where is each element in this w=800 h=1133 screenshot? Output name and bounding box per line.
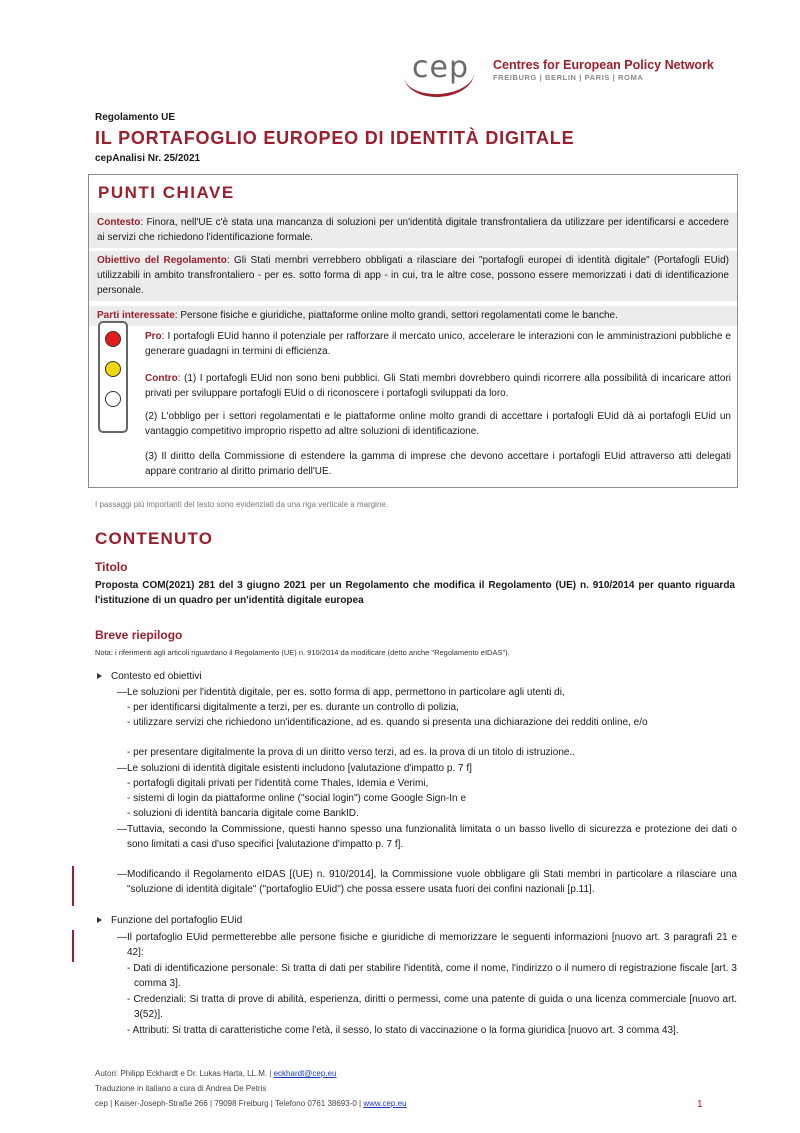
dash-icon: — [117,687,127,698]
sub-list-item-text: - Attributi: Si tratta di caratteristiche come l'età, il sesso, lo stato di vaccinazione o la forma giuridica [nuovo art. 3 comma 43]. [127,1025,679,1036]
titolo-text: Proposta COM(2021) 281 del 3 giugno 2021 per un Regolamento che modifica il Regolamento (UE) n. 910/2014 per quanto riguarda l'istituzione di un quadro per un'identità digitale europea [95,580,735,606]
list-item-text: Le soluzioni per l'identità digitale, per es. sotto forma di app, permettono in particolare agli utenti di, [127,687,565,698]
footer-authors-text: Autori: Philipp Eckhardt e Dr. Lukas Harta, LL.M. | [95,1069,274,1078]
kp-contro [145,371,731,401]
off-lamp-icon [105,391,121,407]
cep-logo [412,46,469,90]
kp-parti [89,306,737,326]
kp-contro-3: (3) Il diritto della Commissione di estendere la gamma di imprese che devono accettare i portafogli EUid attraverso atti delegati appare contrario al diritto primario dell'UE. [145,451,731,477]
list-item-text: Modificando il Regolamento eIDAS [(UE) n. 910/2014], la Commissione vuole obbligare gli Stati membri in particolare a rilasciare una "soluzione di identità digitale" ("portafoglio EUid") che possa essere usata fuori dei confini nazionali [p.11]. [127,869,737,895]
kp-obiettivo-label: Obiettivo del Regolamento [97,255,227,266]
sub-list-item [127,700,737,715]
kp-contro-2: (2) L'obbligo per i settori regolamentati e le piattaforme online molto grandi di accettare i portafogli EUid dà ai portafogli EUid un vantaggio competitivo improprio rispetto ad altre soluzioni di identificazione. [145,411,731,437]
list-item-text: Tuttavia, secondo la Commissione, questi hanno spesso una funzionalità limitata o un basso livello di sicurezza e protezione dei dati o sono limitati a casi d'uso specifici [valutazione d'impatto p. 7 f]. [127,824,737,850]
kp-pro-text: : I portafogli EUid hanno il potenziale per rafforzare il mercato unico, accelerare le interazioni con le amministrazioni pubbliche e generare guadagni in termini di efficienza. [145,331,731,357]
kp-contro-text: : (1) I portafogli EUid non sono beni pubblici. Gli Stati membri dovrebbero quindi ricorrere alla possibilità di incaricare attori privati per sviluppare portafogli EUid o di riconoscere i portafogli sviluppati da loro. [145,373,731,399]
list-item [117,867,737,897]
sub-list-item [127,791,737,806]
bullet-contesto [97,669,202,684]
kp-contro-label: Contro [145,373,178,384]
key-points-heading: PUNTI CHIAVE [98,183,235,202]
sub-list-item [127,961,737,991]
sub-list-item-text: - Credenziali: Si tratta di prove di abilità, esperienza, diritti o permessi, come una patente di guida o una licenza commerciale [nuovo art. 3(52)]. [127,994,737,1020]
margin-highlight-bar [72,930,74,962]
list-item-text: Le soluzioni di identità digitale esistenti includono [valutazione d'impatto p. 7 f] [127,763,472,774]
logo-text: cep [412,50,469,85]
footer-authors [95,1068,336,1080]
titolo-heading: Titolo [95,560,128,574]
sub-list-item [127,806,737,821]
riepilogo-heading: Breve riepilogo [95,628,183,642]
kp-obiettivo-text: : Gli Stati membri verrebbero obbligati a rilasciare dei "portafogli europei di identità digitale" (Portafogli EUid) utilizzabili in ambito transfrontaliero - per es. sotto forma di app - in cui, tra le altre cose, possono essere memorizzati i dati di identificazione personale. [97,255,729,296]
kp-contesto-label: Contesto [97,217,141,228]
doc-number: cepAnalisi Nr. 25/2021 [95,153,201,164]
sub-list-item-text: - soluzioni di identità bancaria digitale come BankID. [127,808,359,819]
kp-parti-text: : Persone fisiche e giuridiche, piattaforme online molto grandi, settori regolamentati come le banche. [174,310,618,321]
kp-pro-label: Pro [145,331,162,342]
doc-title: IL PORTAFOGLIO EUROPEO DI IDENTITÀ DIGITALE [95,128,575,148]
footer-address-text: cep | Kaiser-Joseph-Straße 266 | 79098 Freiburg | Telefono 0761 38693-0 | [95,1099,364,1108]
bullet-funzione-label: Funzione del portafoglio EUid [111,915,243,926]
yellow-lamp-icon [105,361,121,377]
red-lamp-icon [105,331,121,347]
kp-obiettivo [89,251,737,301]
sub-list-item-text: - sistemi di login da piattaforme online ("social login") come Google Sign-In e [127,793,466,804]
contenuto-heading: CONTENUTO [95,529,214,548]
kp-parti-label: Parti interessate [97,310,175,321]
logo-swoosh-icon [403,50,476,100]
sub-list-item [127,715,737,730]
kp-contesto [89,213,737,248]
kp-pro [145,329,731,359]
sub-list-item-text: - utilizzare servizi che richiedono un'identificazione, ad es. quando si presenta una dichiarazione dei redditi online, e/o [127,717,648,728]
list-item-text: Il portafoglio EUid permetterebbe alle persone fisiche e giuridiche di memorizzare le seguenti informazioni [nuovo art. 3 paragrafi 21 e 42]: [127,932,737,958]
page-number: 1 [697,1099,703,1110]
sub-list-item [127,992,737,1022]
dash-icon: — [117,869,127,880]
footer-translation: Traduzione in italiano a cura di Andrea De Petris [95,1084,267,1093]
sub-list-item [127,1023,737,1038]
bullet-triangle-icon [97,673,102,679]
org-name: Centres for European Policy Network [493,58,714,72]
footer-address [95,1098,406,1110]
bullet-contesto-label: Contesto ed obiettivi [111,671,202,682]
key-points-box [88,174,738,488]
bullet-funzione [97,913,242,928]
sub-list-item-text: - portafogli digitali privati per l'identità come Thales, Idemia e Verimi, [127,778,429,789]
dash-icon: — [117,763,127,774]
sub-list-item-text: - Dati di identificazione personale: Si tratta di dati per stabilire l'identità, come il nome, l'indirizzo o il numero di registrazione fiscale [art. 3 comma 3]. [127,963,737,989]
traffic-light-icon [98,321,128,433]
riepilogo-note: Nota: i riferimenti agli articoli riguardano il Regolamento (UE) n. 910/2014 da modificare (detto anche "Regolamento eIDAS"). [95,648,510,657]
org-cities: FREIBURG | BERLIN | PARIS | ROMA [493,73,644,82]
list-item [117,761,737,776]
sub-list-item-text: - per identificarsi digitalmente a terzi, per es. durante un controllo di polizia, [127,702,459,713]
sub-list-item-text: - per presentare digitalmente la prova di un diritto verso terzi, ad es. la prova di un titolo di istruzione.. [127,747,576,758]
footer-website-link[interactable]: www.cep.eu [363,1099,407,1108]
sub-list-item [127,745,737,760]
margin-note: I passaggi più importanti del testo sono evidenziati da una riga verticale a margine. [95,500,389,509]
kp-contesto-text: : Finora, nell'UE c'è stata una mancanza di soluzioni per un'identità digitale transfrontaliera da utilizzare per identificarsi e accedere ai servizi che richiedono l'identificazione formale. [97,217,729,243]
dash-icon: — [117,932,127,943]
dash-icon: — [117,824,127,835]
footer-email-link[interactable]: eckhardt@cep.eu [273,1069,337,1078]
bullet-triangle-icon [97,917,102,923]
margin-highlight-bar [72,866,74,906]
list-item [117,822,737,852]
sub-list-item [127,776,737,791]
list-item [117,930,737,960]
doc-type: Regolamento UE [95,112,176,123]
list-item [117,685,737,700]
